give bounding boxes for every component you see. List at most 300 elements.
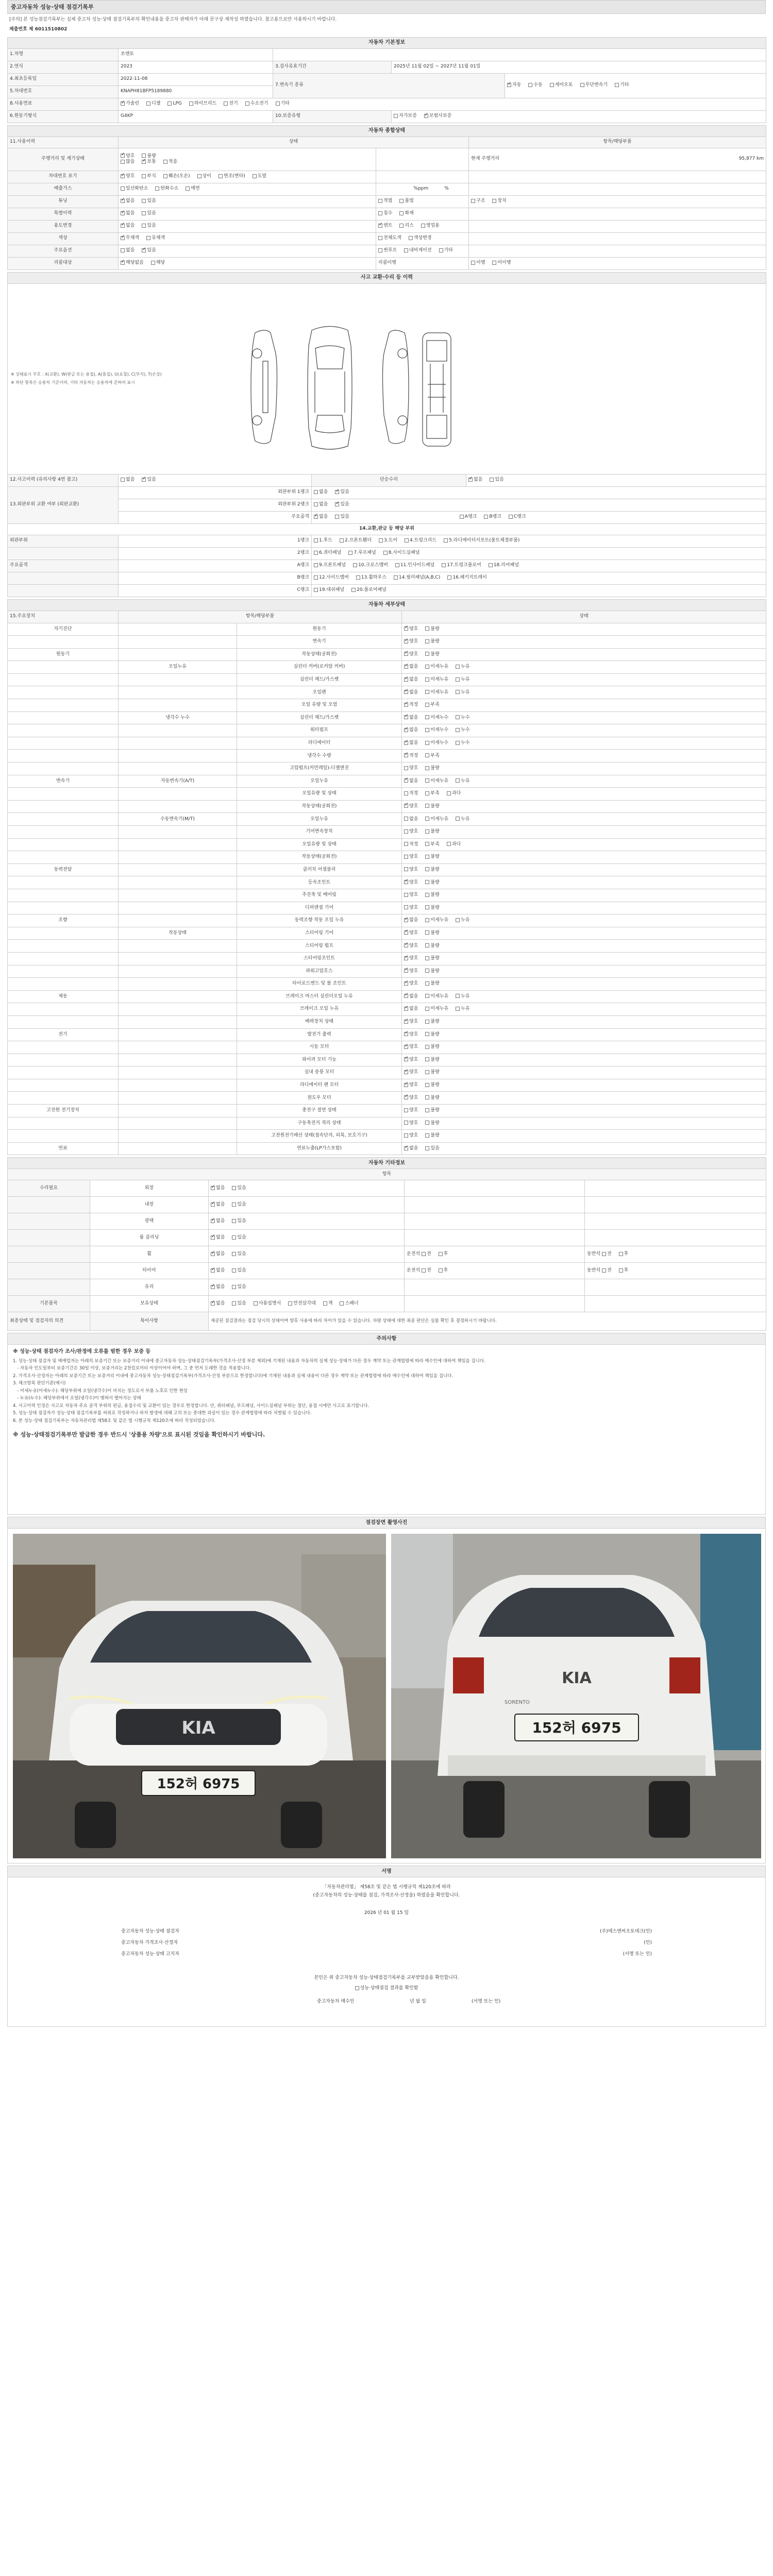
detail-option[interactable] — [425, 1146, 439, 1151]
checkbox[interactable] — [447, 791, 451, 795]
checkbox[interactable] — [509, 515, 513, 519]
general-option[interactable] — [399, 223, 413, 229]
checkbox[interactable] — [404, 1007, 408, 1011]
checkbox[interactable] — [404, 1032, 408, 1036]
checkbox[interactable] — [146, 236, 150, 240]
checkbox[interactable] — [447, 575, 451, 580]
general-option[interactable] — [142, 174, 156, 179]
detail-option[interactable] — [456, 715, 469, 721]
checkbox[interactable] — [121, 174, 125, 178]
checkbox[interactable] — [456, 778, 460, 783]
frame-option[interactable] — [335, 514, 349, 520]
checkbox[interactable] — [439, 1268, 443, 1273]
detail-option[interactable] — [404, 804, 418, 809]
general-option[interactable] — [121, 235, 139, 241]
mileage-option[interactable] — [121, 159, 135, 165]
checkbox[interactable] — [425, 677, 429, 682]
detail-option[interactable] — [425, 1019, 439, 1025]
checkbox[interactable] — [404, 639, 408, 643]
part-option[interactable] — [356, 575, 386, 581]
detail-option[interactable] — [456, 817, 469, 822]
checkbox[interactable] — [351, 588, 356, 592]
checkbox[interactable] — [425, 817, 429, 821]
side-option[interactable] — [439, 1251, 448, 1257]
checkbox[interactable] — [490, 478, 494, 482]
side-option[interactable] — [422, 1268, 431, 1274]
checkbox[interactable] — [404, 867, 408, 871]
general-option[interactable] — [378, 198, 392, 204]
checkbox[interactable] — [404, 956, 408, 960]
checkbox[interactable] — [314, 490, 318, 494]
checkbox[interactable] — [409, 236, 413, 240]
accident-history-option[interactable] — [121, 477, 135, 483]
checkbox[interactable] — [425, 753, 429, 757]
detail-option[interactable] — [447, 842, 461, 848]
checkbox[interactable] — [422, 1268, 426, 1273]
general-option[interactable] — [151, 260, 165, 266]
side-option[interactable] — [602, 1251, 612, 1257]
checkbox[interactable] — [197, 174, 201, 178]
side-option[interactable] — [439, 1268, 448, 1274]
checkbox[interactable] — [425, 1083, 429, 1087]
checkbox[interactable] — [121, 261, 125, 265]
checkbox[interactable] — [142, 478, 146, 482]
checkbox[interactable] — [404, 626, 408, 631]
simple-repair-option[interactable] — [490, 477, 503, 483]
checkbox[interactable] — [404, 728, 408, 732]
general-option[interactable] — [378, 223, 392, 229]
detail-option[interactable] — [456, 677, 469, 683]
other-option[interactable] — [232, 1235, 246, 1241]
part-option[interactable] — [447, 575, 486, 581]
other-option[interactable] — [211, 1284, 225, 1290]
checkbox[interactable] — [404, 842, 408, 846]
checkbox[interactable] — [442, 563, 446, 567]
general-option[interactable] — [121, 248, 135, 253]
other-option[interactable] — [232, 1251, 246, 1257]
checkbox[interactable] — [404, 880, 408, 884]
detail-option[interactable] — [425, 1082, 439, 1088]
checkbox[interactable] — [507, 83, 511, 87]
checkbox[interactable] — [456, 728, 460, 732]
detail-option[interactable] — [425, 1057, 439, 1063]
detail-option[interactable] — [404, 969, 418, 974]
checkbox[interactable] — [425, 1070, 429, 1074]
checkbox[interactable] — [425, 741, 429, 745]
detail-option[interactable] — [404, 1070, 418, 1075]
guarantee-option[interactable] — [424, 113, 451, 119]
checkbox[interactable] — [444, 538, 448, 543]
checkbox[interactable] — [163, 160, 167, 164]
part-option[interactable] — [379, 538, 397, 544]
checkbox[interactable] — [404, 248, 408, 252]
checkbox[interactable] — [232, 1235, 236, 1240]
detail-option[interactable] — [404, 892, 418, 898]
detail-option[interactable] — [425, 740, 448, 746]
general-option[interactable] — [142, 223, 156, 229]
checkbox[interactable] — [335, 490, 339, 494]
fuel-option[interactable] — [167, 101, 181, 107]
checkbox[interactable] — [425, 1032, 429, 1036]
checkbox[interactable] — [471, 199, 475, 203]
checkbox[interactable] — [399, 211, 404, 215]
detail-option[interactable] — [425, 727, 448, 733]
general-option[interactable] — [404, 248, 431, 253]
checkbox[interactable] — [404, 1095, 408, 1099]
checkbox[interactable] — [405, 538, 409, 543]
general-option[interactable] — [186, 186, 199, 192]
checkbox[interactable] — [211, 1202, 215, 1207]
other-option[interactable] — [232, 1202, 246, 1208]
other-option[interactable] — [211, 1268, 225, 1274]
transmission-option[interactable] — [507, 82, 521, 88]
fuel-option[interactable] — [224, 101, 238, 107]
detail-option[interactable] — [404, 702, 418, 708]
receipt-checkbox[interactable] — [355, 1986, 359, 1990]
checkbox[interactable] — [425, 930, 429, 935]
checkbox[interactable] — [425, 690, 429, 694]
detail-option[interactable] — [404, 1095, 418, 1101]
detail-option[interactable] — [425, 1044, 439, 1050]
detail-option[interactable] — [404, 905, 418, 911]
general-option[interactable] — [121, 223, 135, 229]
checkbox[interactable] — [447, 842, 451, 846]
recall-option[interactable] — [492, 260, 511, 266]
frame-rank-option[interactable] — [484, 514, 501, 520]
checkbox[interactable] — [335, 502, 339, 506]
checkbox[interactable] — [167, 101, 172, 106]
checkbox[interactable] — [425, 626, 429, 631]
general-option[interactable] — [409, 235, 432, 241]
checkbox[interactable] — [314, 502, 318, 506]
general-option[interactable] — [121, 186, 148, 192]
simple-repair-option[interactable] — [468, 477, 482, 483]
checkbox[interactable] — [142, 199, 146, 203]
frame-option[interactable] — [314, 514, 328, 520]
rank1-option[interactable] — [335, 489, 349, 495]
part-option[interactable] — [351, 587, 386, 593]
checkbox[interactable] — [492, 261, 496, 265]
detail-option[interactable] — [425, 715, 448, 721]
detail-option[interactable] — [447, 791, 461, 796]
checkbox[interactable] — [121, 248, 125, 252]
checkbox[interactable] — [151, 261, 155, 265]
checkbox[interactable] — [288, 1301, 292, 1306]
checkbox[interactable] — [335, 515, 339, 519]
checkbox[interactable] — [253, 174, 257, 178]
detail-option[interactable] — [425, 652, 439, 657]
checkbox[interactable] — [121, 211, 125, 215]
checkbox[interactable] — [404, 1020, 408, 1024]
checkbox[interactable] — [121, 236, 125, 240]
other-option[interactable] — [211, 1235, 225, 1241]
general-option[interactable] — [142, 198, 156, 204]
part-option[interactable] — [314, 587, 344, 593]
other-option[interactable] — [211, 1218, 225, 1224]
general-option[interactable] — [378, 248, 397, 253]
detail-option[interactable] — [404, 740, 418, 746]
detail-option[interactable] — [404, 639, 418, 645]
checkbox[interactable] — [456, 918, 460, 922]
transmission-option[interactable] — [580, 82, 608, 88]
checkbox[interactable] — [404, 855, 408, 859]
checkbox[interactable] — [404, 690, 408, 694]
checkbox[interactable] — [456, 817, 460, 821]
detail-option[interactable] — [425, 639, 439, 645]
detail-option[interactable] — [404, 956, 418, 961]
checkbox[interactable] — [121, 224, 125, 228]
detail-option[interactable] — [404, 1082, 418, 1088]
detail-option[interactable] — [404, 1108, 418, 1113]
checkbox[interactable] — [404, 1045, 408, 1049]
item-option[interactable] — [323, 1301, 333, 1307]
checkbox[interactable] — [425, 728, 429, 732]
detail-option[interactable] — [404, 829, 418, 835]
checkbox[interactable] — [323, 1301, 327, 1306]
checkbox[interactable] — [314, 563, 318, 567]
checkbox[interactable] — [425, 842, 429, 846]
checkbox[interactable] — [425, 804, 429, 808]
detail-option[interactable] — [404, 918, 418, 923]
checkbox[interactable] — [425, 665, 429, 669]
detail-option[interactable] — [456, 778, 469, 784]
detail-option[interactable] — [456, 994, 469, 999]
detail-option[interactable] — [456, 740, 469, 746]
detail-option[interactable] — [425, 778, 448, 784]
general-option[interactable] — [399, 198, 413, 204]
checkbox[interactable] — [314, 538, 318, 543]
checkbox[interactable] — [425, 969, 429, 973]
detail-option[interactable] — [425, 892, 439, 898]
checkbox[interactable] — [404, 905, 408, 909]
checkbox[interactable] — [425, 867, 429, 871]
general-option[interactable] — [378, 235, 401, 241]
checkbox[interactable] — [121, 199, 125, 203]
part-option[interactable] — [383, 550, 420, 556]
fuel-option[interactable] — [189, 101, 216, 107]
checkbox[interactable] — [121, 478, 125, 482]
detail-option[interactable] — [425, 766, 439, 771]
general-option[interactable] — [121, 174, 135, 179]
checkbox[interactable] — [404, 665, 408, 669]
detail-option[interactable] — [404, 880, 418, 886]
part-option[interactable] — [394, 575, 440, 581]
checkbox[interactable] — [314, 575, 318, 580]
other-option[interactable] — [211, 1251, 225, 1257]
checkbox[interactable] — [439, 1252, 443, 1256]
detail-option[interactable] — [404, 626, 418, 632]
checkbox[interactable] — [378, 248, 382, 252]
checkbox[interactable] — [439, 248, 443, 252]
checkbox[interactable] — [404, 1133, 408, 1138]
part-option[interactable] — [395, 563, 434, 568]
checkbox[interactable] — [211, 1186, 215, 1190]
checkbox[interactable] — [456, 1007, 460, 1011]
detail-option[interactable] — [425, 804, 439, 809]
checkbox[interactable] — [142, 224, 146, 228]
checkbox[interactable] — [425, 855, 429, 859]
mileage-option[interactable] — [163, 159, 177, 165]
checkbox[interactable] — [232, 1252, 236, 1256]
checkbox[interactable] — [394, 575, 398, 580]
part-option[interactable] — [314, 538, 332, 544]
checkbox[interactable] — [211, 1252, 215, 1256]
checkbox[interactable] — [163, 174, 167, 178]
checkbox[interactable] — [421, 224, 425, 228]
checkbox[interactable] — [484, 515, 488, 519]
other-option[interactable] — [211, 1202, 225, 1208]
checkbox[interactable] — [456, 741, 460, 745]
checkbox[interactable] — [232, 1186, 236, 1190]
detail-option[interactable] — [425, 817, 448, 822]
checkbox[interactable] — [425, 829, 429, 834]
item-option[interactable] — [340, 1301, 358, 1307]
checkbox[interactable] — [404, 943, 408, 947]
general-option[interactable] — [197, 174, 211, 179]
checkbox[interactable] — [425, 1007, 429, 1011]
checkbox[interactable] — [425, 639, 429, 643]
fuel-option[interactable] — [121, 101, 139, 107]
detail-option[interactable] — [425, 626, 439, 632]
detail-option[interactable] — [404, 1044, 418, 1050]
checkbox[interactable] — [232, 1301, 236, 1306]
checkbox[interactable] — [404, 753, 408, 757]
other-option[interactable] — [232, 1268, 246, 1274]
general-option[interactable] — [399, 211, 413, 216]
transmission-option[interactable] — [615, 82, 629, 88]
detail-option[interactable] — [425, 829, 439, 835]
checkbox[interactable] — [211, 1219, 215, 1223]
checkbox[interactable] — [399, 199, 404, 203]
checkbox[interactable] — [425, 791, 429, 795]
general-option[interactable] — [121, 260, 144, 266]
transmission-option[interactable] — [550, 82, 573, 88]
other-option[interactable] — [232, 1185, 246, 1191]
detail-option[interactable] — [425, 1095, 439, 1101]
general-option[interactable] — [492, 198, 506, 204]
checkbox[interactable] — [232, 1268, 236, 1273]
checkbox[interactable] — [425, 703, 429, 707]
checkbox[interactable] — [425, 1121, 429, 1125]
detail-option[interactable] — [425, 918, 448, 923]
general-option[interactable] — [219, 174, 245, 179]
checkbox[interactable] — [211, 1268, 215, 1273]
general-option[interactable] — [121, 211, 135, 216]
detail-option[interactable] — [425, 930, 439, 936]
checkbox[interactable] — [353, 563, 357, 567]
checkbox[interactable] — [550, 83, 554, 87]
other-option[interactable] — [232, 1284, 246, 1290]
side-option[interactable] — [619, 1268, 629, 1274]
checkbox[interactable] — [456, 665, 460, 669]
checkbox[interactable] — [394, 114, 398, 118]
checkbox[interactable] — [615, 83, 619, 87]
detail-option[interactable] — [404, 1146, 418, 1151]
detail-option[interactable] — [456, 918, 469, 923]
checkbox[interactable] — [602, 1268, 606, 1273]
checkbox[interactable] — [425, 981, 429, 986]
mileage-option[interactable] — [142, 159, 156, 165]
detail-option[interactable] — [425, 969, 439, 974]
checkbox[interactable] — [232, 1285, 236, 1289]
checkbox[interactable] — [602, 1252, 606, 1256]
checkbox[interactable] — [404, 804, 408, 808]
general-option[interactable] — [121, 198, 135, 204]
checkbox[interactable] — [186, 187, 190, 191]
checkbox[interactable] — [492, 199, 496, 203]
checkbox[interactable] — [456, 994, 460, 998]
side-option[interactable] — [602, 1268, 612, 1274]
general-option[interactable] — [421, 223, 440, 229]
checkbox[interactable] — [254, 1301, 258, 1306]
detail-option[interactable] — [404, 715, 418, 721]
detail-option[interactable] — [425, 753, 439, 759]
detail-option[interactable] — [404, 753, 418, 759]
detail-option[interactable] — [404, 677, 418, 683]
recall-option[interactable] — [471, 260, 485, 266]
detail-option[interactable] — [425, 791, 439, 796]
part-option[interactable] — [348, 550, 376, 556]
detail-option[interactable] — [404, 981, 418, 987]
checkbox[interactable] — [404, 918, 408, 922]
checkbox[interactable] — [404, 930, 408, 935]
checkbox[interactable] — [456, 690, 460, 694]
part-option[interactable] — [444, 538, 519, 544]
detail-option[interactable] — [456, 1006, 469, 1012]
checkbox[interactable] — [142, 154, 146, 158]
checkbox[interactable] — [404, 829, 408, 834]
part-option[interactable] — [489, 563, 519, 568]
detail-option[interactable] — [404, 664, 418, 670]
detail-option[interactable] — [425, 1108, 439, 1113]
checkbox[interactable] — [232, 1202, 236, 1207]
checkbox[interactable] — [314, 515, 318, 519]
checkbox[interactable] — [121, 187, 125, 191]
detail-option[interactable] — [456, 664, 469, 670]
checkbox[interactable] — [378, 236, 382, 240]
checkbox[interactable] — [189, 101, 193, 106]
checkbox[interactable] — [404, 1057, 408, 1061]
detail-option[interactable] — [425, 1070, 439, 1075]
checkbox[interactable] — [425, 880, 429, 884]
checkbox[interactable] — [425, 778, 429, 783]
detail-option[interactable] — [425, 1032, 439, 1038]
checkbox[interactable] — [404, 1070, 408, 1074]
checkbox[interactable] — [404, 703, 408, 707]
detail-option[interactable] — [404, 867, 418, 873]
part-option[interactable] — [442, 563, 481, 568]
detail-option[interactable] — [404, 842, 418, 848]
detail-option[interactable] — [404, 778, 418, 784]
checkbox[interactable] — [356, 575, 360, 580]
checkbox[interactable] — [580, 83, 584, 87]
checkbox[interactable] — [383, 551, 388, 555]
checkbox[interactable] — [425, 1133, 429, 1138]
checkbox[interactable] — [425, 652, 429, 656]
rank2-option[interactable] — [314, 502, 328, 507]
checkbox[interactable] — [404, 893, 408, 897]
detail-option[interactable] — [456, 727, 469, 733]
checkbox[interactable] — [121, 101, 125, 106]
checkbox[interactable] — [425, 715, 429, 719]
checkbox[interactable] — [404, 1083, 408, 1087]
rank1-option[interactable] — [314, 489, 328, 495]
checkbox[interactable] — [348, 551, 352, 555]
checkbox[interactable] — [425, 1108, 429, 1112]
checkbox[interactable] — [340, 1301, 344, 1306]
other-option[interactable] — [232, 1301, 246, 1307]
detail-option[interactable] — [404, 652, 418, 657]
